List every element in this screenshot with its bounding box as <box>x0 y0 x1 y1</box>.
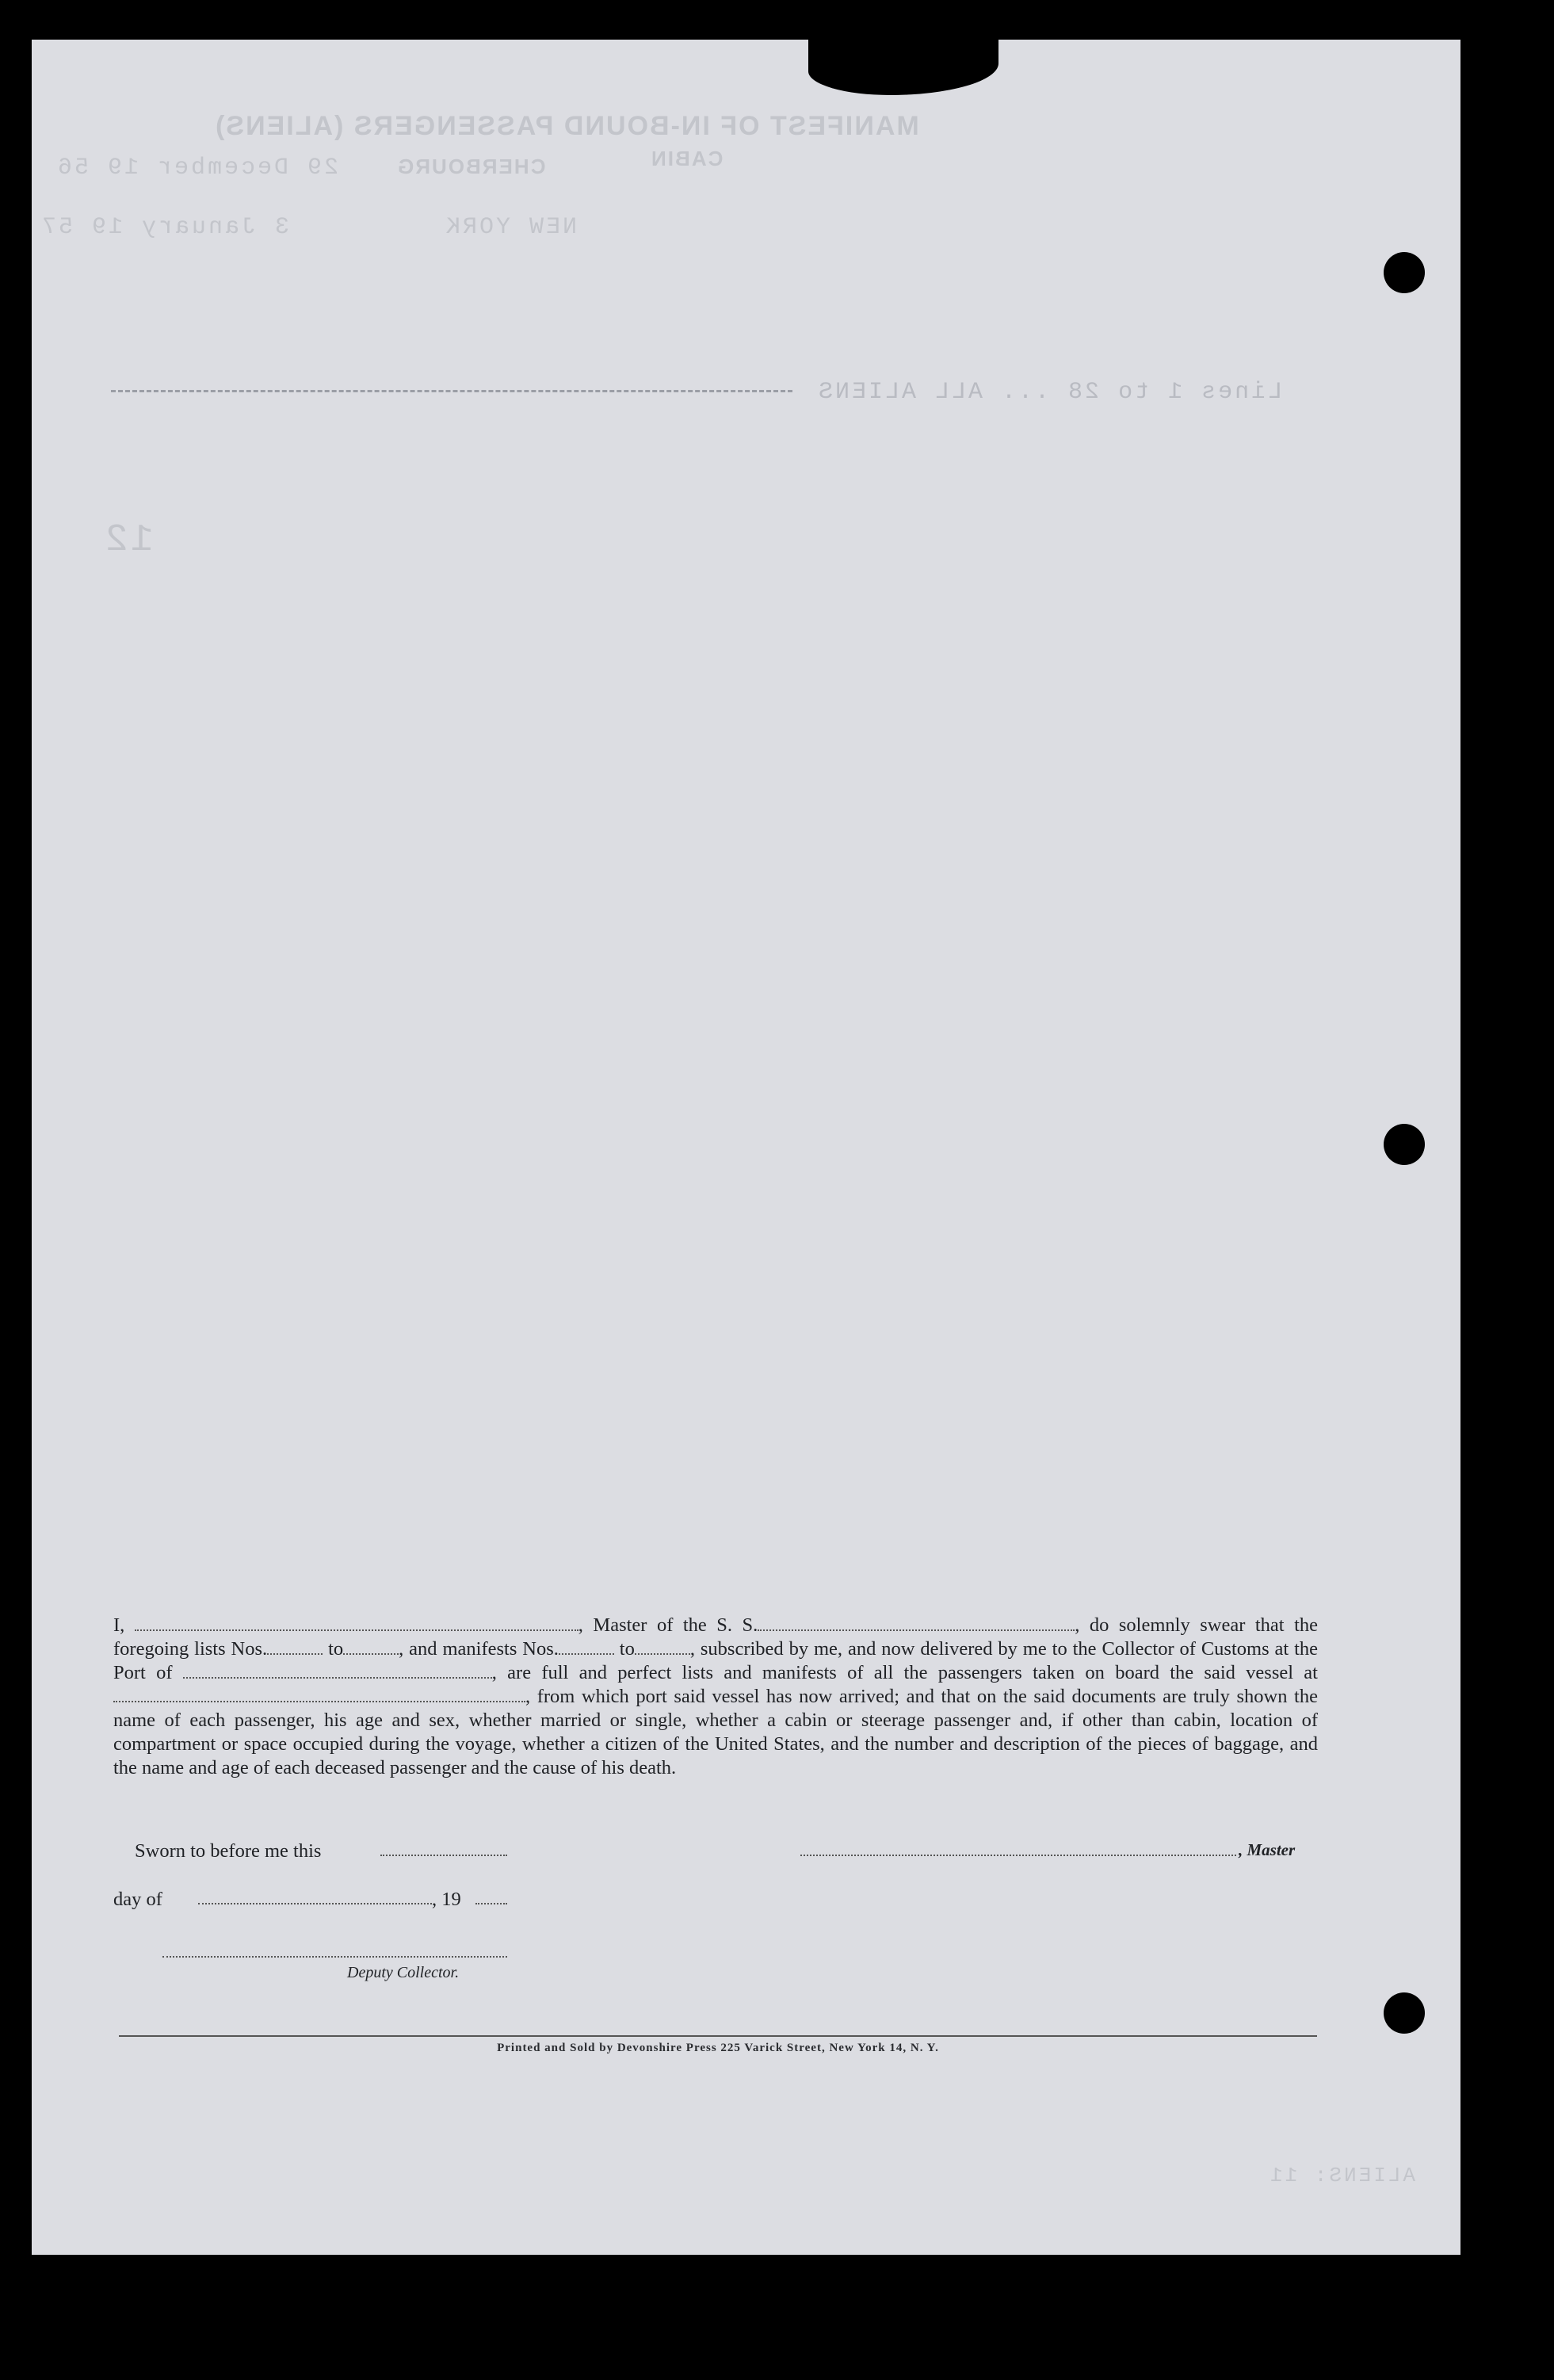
bleed-through-arriving: NEW YORK <box>444 214 578 241</box>
oath-text-2: , Master of the S. S. <box>578 1614 758 1636</box>
master-label: , Master <box>1239 1840 1296 1859</box>
footer-rule <box>119 2035 1317 2037</box>
oath-text-8: , are full and perfect lists and manifests of all the passengers taken on board the said vessel at <box>491 1662 1318 1683</box>
punch-hole-middle <box>1384 1124 1425 1165</box>
bleed-through-sailed: 29 December 19 56 <box>55 155 339 181</box>
day-of-label: day of <box>113 1889 162 1910</box>
master-signature-blank <box>800 1855 1236 1856</box>
bleed-through-arrived: 3 January 19 57 <box>40 214 290 241</box>
bleed-through-number: 12 <box>103 519 154 562</box>
year-blank <box>475 1903 507 1904</box>
oath-text-1: I, <box>113 1614 125 1636</box>
bleed-through-stamp: ALIENS: 11 <box>1268 2164 1416 2187</box>
punch-hole-bottom <box>1384 1992 1425 2034</box>
sworn-label: Sworn to before me this <box>135 1840 322 1862</box>
port-blank <box>183 1663 492 1679</box>
master-name-blank <box>135 1615 578 1631</box>
bleed-through-port: CHERBOURG <box>396 155 546 178</box>
printer-imprint: Printed and Sold by Devonshire Press 225 Varick Street, New York 14, N. Y. <box>497 2042 939 2054</box>
embark-port-blank <box>113 1687 525 1702</box>
manifests-from-blank <box>559 1639 614 1655</box>
deputy-collector-label: Deputy Collector. <box>347 1964 460 1981</box>
punch-hole-top <box>1384 252 1425 293</box>
deputy-signature-blank <box>162 1956 507 1958</box>
oath-text-9: , from which port said vessel has now arrived; and that on the said documents are truly shown the name of each passenger, his age and sex, whether married or single, whether a cabin or steerage passenger and, if other than cabin, location of compartment or space occupied during the voyage, whether a citizen of the United States, and the number and description of the pieces of baggage, and the name and age of each deceased passenger and the cause of his death. <box>113 1686 1318 1778</box>
sworn-date-blank <box>380 1855 507 1856</box>
lists-to-blank <box>343 1639 399 1655</box>
oath-text-7: , subscribed by me, and now delivered by me to the Collector of Customs at the Port of <box>113 1638 1319 1683</box>
bleed-through-class: CABIN <box>650 147 724 170</box>
bleed-through-lines: Lines 1 to 28 ... ALL ALIENS <box>816 379 1283 406</box>
bleed-through-dash-line <box>111 390 792 392</box>
oath-text-3: , do solemnly swear that the foregoing lists Nos. <box>113 1614 1319 1660</box>
bleed-through-title: MANIFEST OF IN-BOUND PASSENGERS (ALIENS) <box>214 111 919 141</box>
year-label: , 19 <box>432 1889 461 1910</box>
oath-text-4: to <box>328 1638 344 1660</box>
lists-from-blank <box>267 1639 323 1655</box>
ship-name-blank <box>758 1615 1075 1631</box>
manifest-back-page <box>32 40 1460 2255</box>
oath-text-6: to <box>619 1638 635 1660</box>
day-of-blank <box>198 1903 432 1904</box>
manifests-to-blank <box>635 1639 690 1655</box>
oath-text-5: , and manifests Nos. <box>399 1638 559 1660</box>
oath-paragraph <box>113 1614 1318 1780</box>
